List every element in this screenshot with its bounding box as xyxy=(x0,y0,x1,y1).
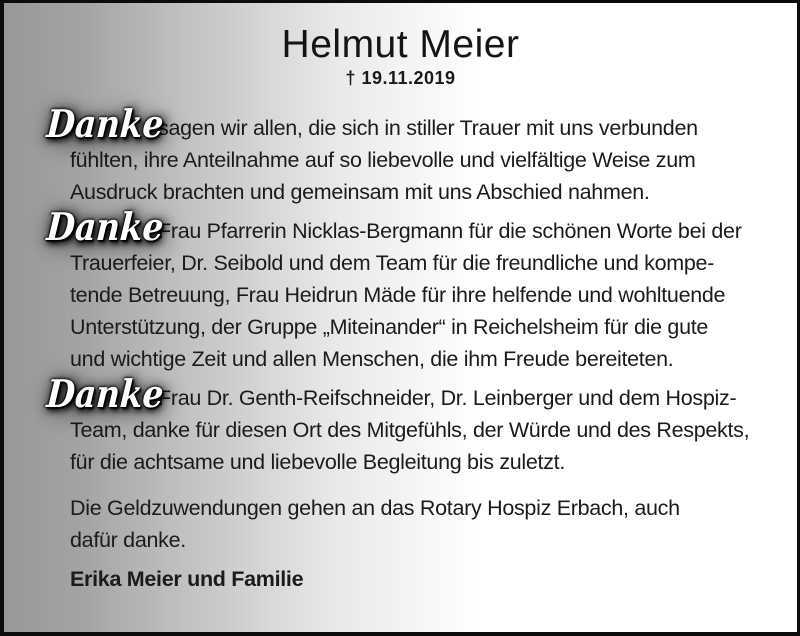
paragraph-line: sagen wir allen, die sich in stiller Trauer mit uns verbunden xyxy=(158,115,698,140)
paragraph-line: für die achtsame und liebevolle Begleitung bis zuletzt. xyxy=(70,449,566,474)
paragraph-line: und wichtige Zeit und allen Menschen, die ihm Freude bereiteten. xyxy=(70,346,674,371)
paragraph-line: tende Betreuung, Frau Heidrun Mäde für ihre helfende und wohltuende xyxy=(70,282,726,307)
death-date: † 19.11.2019 xyxy=(345,67,456,88)
notice-body xyxy=(4,100,797,595)
thanks-paragraph-3 xyxy=(45,370,761,478)
paragraph-line: Team, danke für diesen Ort des Mitgefühls, der Würde und des Respekts, xyxy=(70,417,750,442)
paragraph-line: Trauerfeier, Dr. Seibold und dem Team für die freundliche und kompe- xyxy=(70,250,715,275)
paragraph-line: Frau Pfarrerin Nicklas-Bergmann für die schönen Worte bei der xyxy=(158,218,742,243)
thanks-paragraph-1 xyxy=(45,100,761,208)
paragraph-line: Die Geldzuwendungen gehen an das Rotary Hospiz Erbach, auch xyxy=(70,495,680,520)
danke-script-word: Danke xyxy=(45,100,166,146)
deceased-name: Helmut Meier xyxy=(281,23,520,66)
notice-header xyxy=(4,24,797,89)
family-signature: Erika Meier und Familie xyxy=(70,566,304,591)
paragraph-line: Ausdruck brachten und gemeinsam mit uns Abschied nahmen. xyxy=(70,179,650,204)
paragraph-line: Frau Dr. Genth-Reifschneider, Dr. Leinberger und dem Hospiz- xyxy=(158,385,737,410)
thanks-paragraph-2 xyxy=(45,203,761,375)
paragraph-line: dafür danke. xyxy=(70,527,186,552)
paragraph-line: Unterstützung, der Gruppe „Miteinander“ in Reichelsheim für die gute xyxy=(70,314,709,339)
danke-script-word: Danke xyxy=(45,370,166,416)
danke-script-word: Danke xyxy=(45,203,166,249)
donation-note xyxy=(70,492,761,556)
paragraph-line: fühlten, ihre Anteilnahme auf so liebevolle und vielfältige Weise zum xyxy=(70,147,696,172)
